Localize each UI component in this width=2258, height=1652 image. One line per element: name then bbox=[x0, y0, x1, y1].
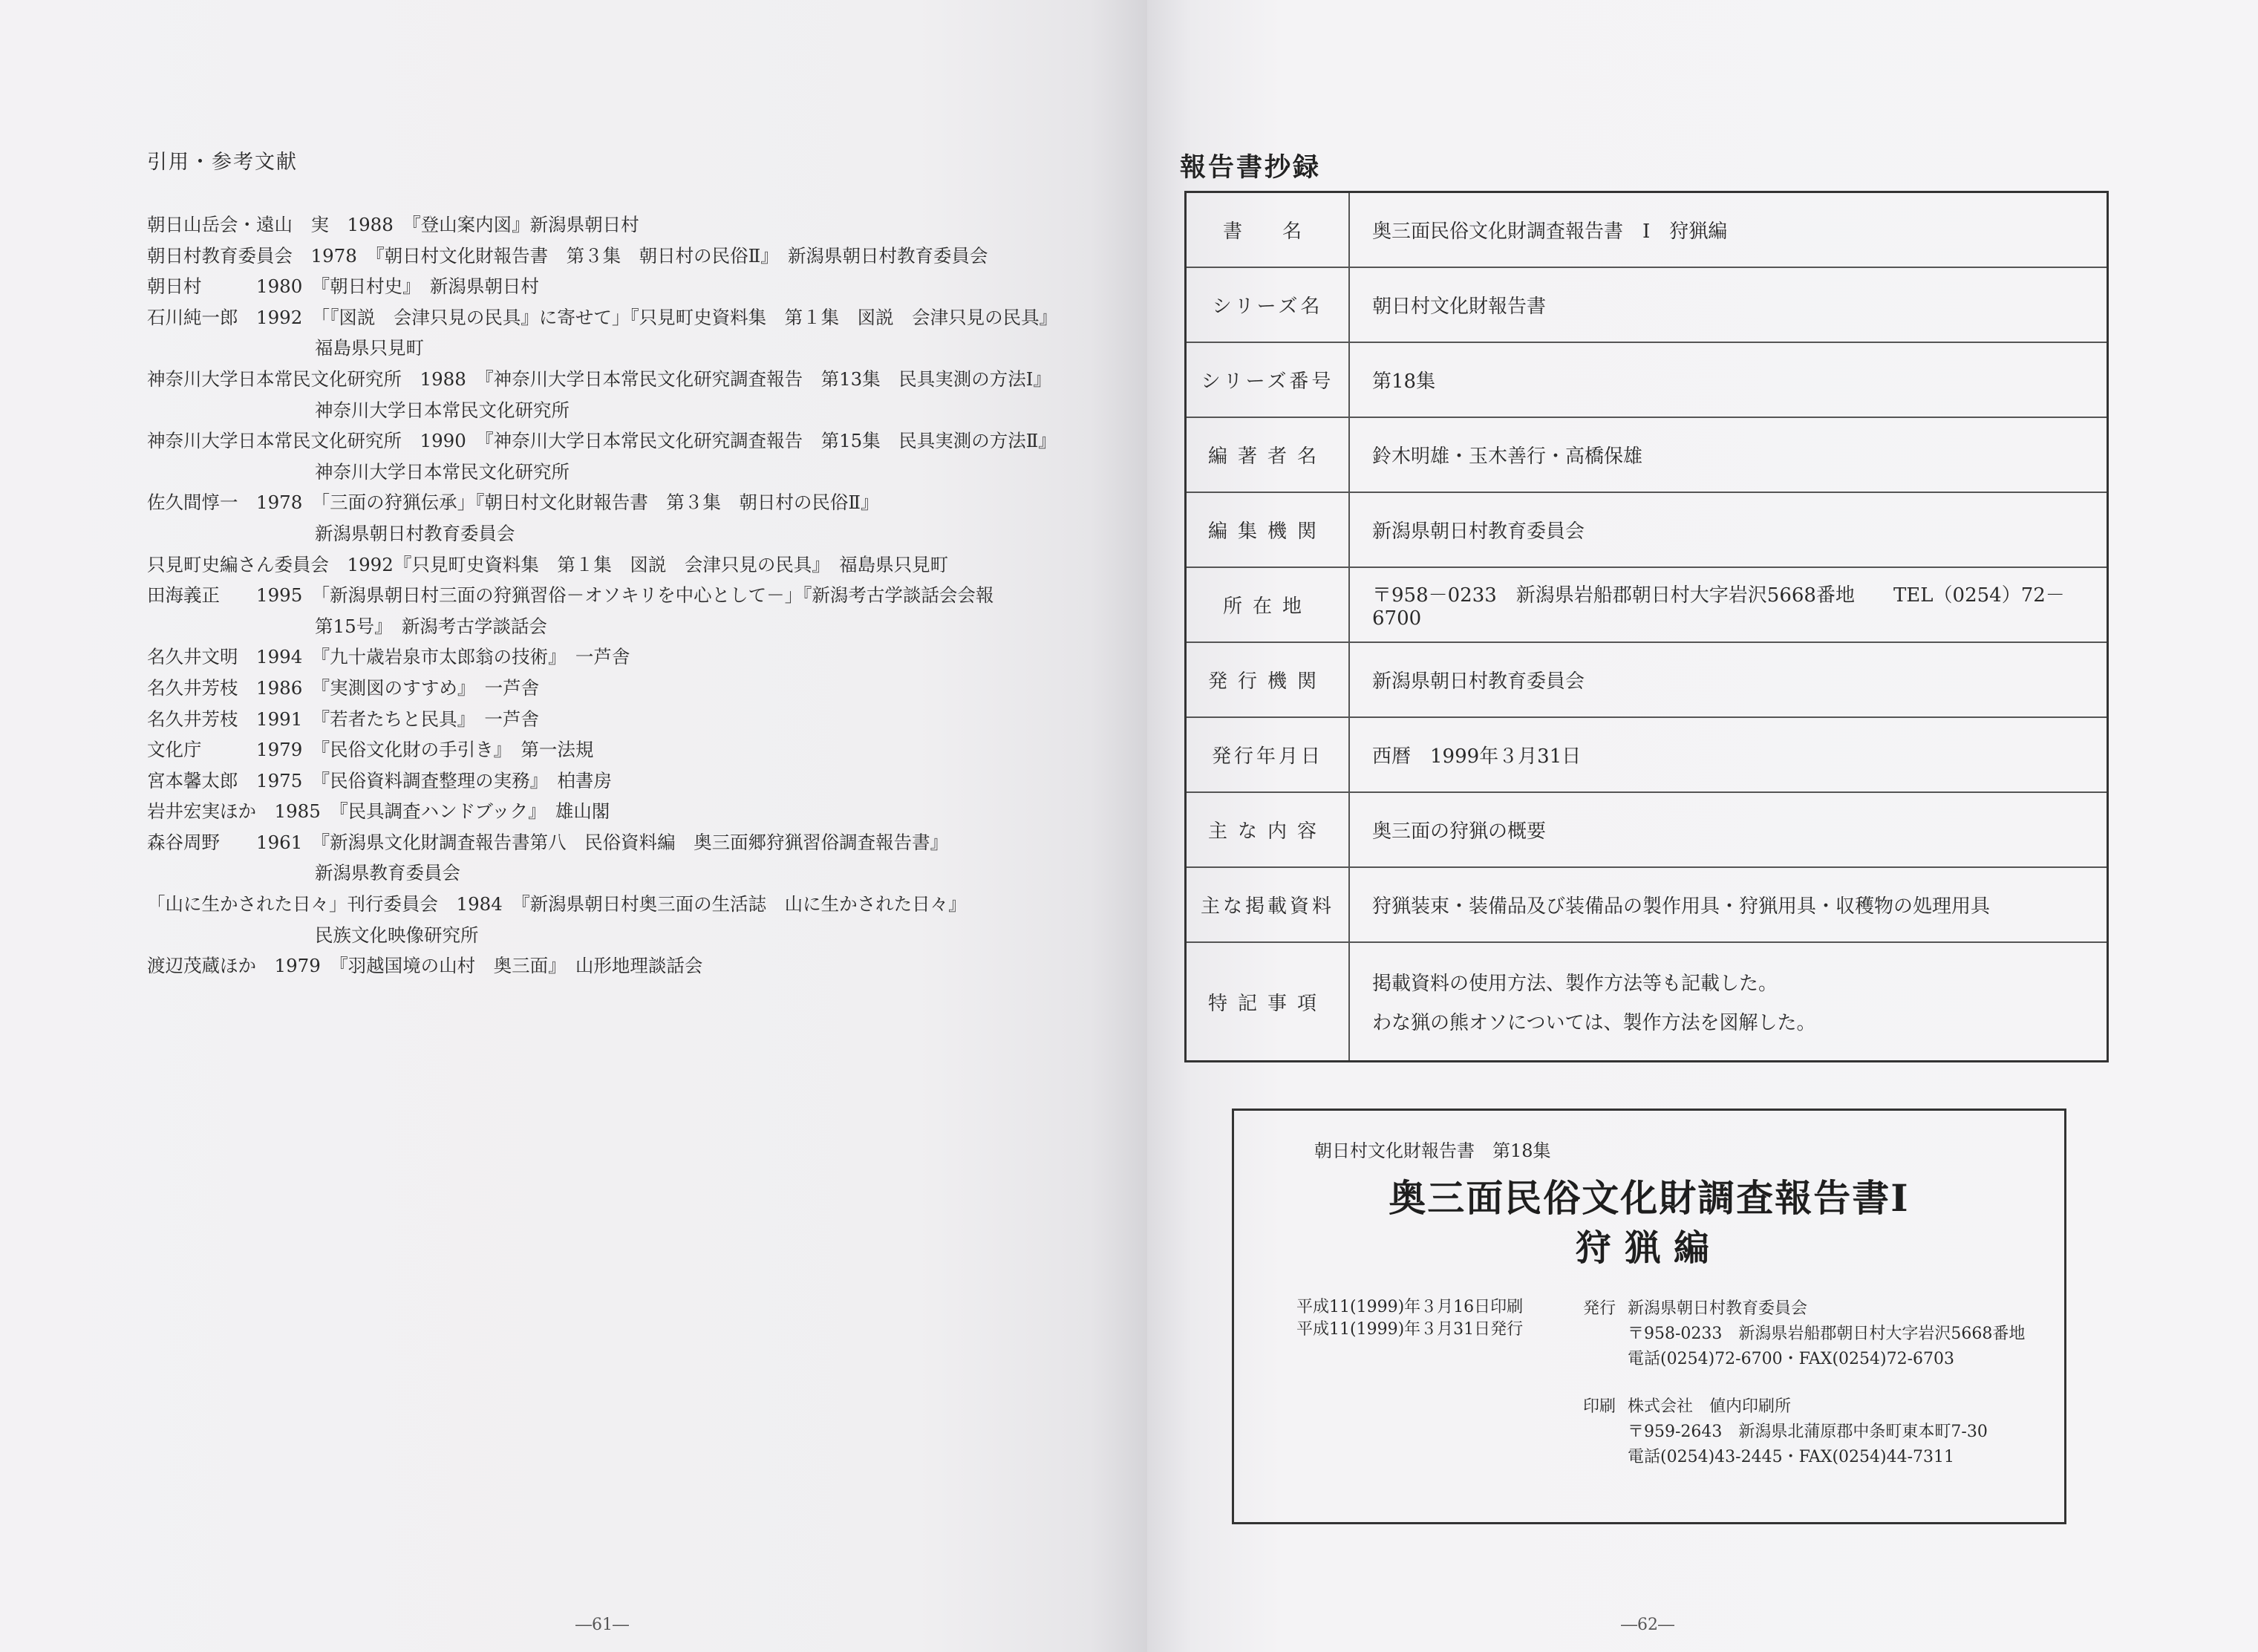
abstract-value: 第18集 bbox=[1349, 342, 2108, 417]
issued-date: 平成11(1999)年３月31日発行 bbox=[1296, 1320, 1524, 1339]
abstract-row bbox=[1186, 492, 2108, 567]
reference-continuation: 福島県只見町 bbox=[315, 337, 424, 359]
reference-entry: 岩井宏実ほか 1985 『民具調査ハンドブック』 雄山閣 bbox=[147, 800, 610, 823]
reference-entry: 朝日村 1980 『朝日村史』 新潟県朝日村 bbox=[147, 275, 539, 298]
reference-continuation: 神奈川大学日本常民文化研究所 bbox=[315, 460, 570, 483]
abstract-row bbox=[1186, 867, 2108, 942]
abstract-label: 編集機関 bbox=[1186, 492, 1350, 567]
special-notes-value bbox=[1349, 942, 2108, 1062]
abstract-value: 〒958－0233 新潟県岩船郡朝日村大字岩沢5668番地 TEL（0254）72－6700 bbox=[1349, 567, 2108, 642]
reference-continuation: 神奈川大学日本常民文化研究所 bbox=[315, 399, 570, 421]
reference-entry: 石川純一郎 1992 「『図説 会津只見の民具』に寄せて」『只見町史資料集 第１集 図説 会津只見の民具』 bbox=[147, 306, 1058, 328]
reference-entry: 文化庁 1979 『民俗文化財の手引き』 第一法規 bbox=[147, 739, 594, 761]
reference-entry: 朝日村教育委員会 1978 『朝日村文化財報告書 第３集 朝日村の民俗Ⅱ』 新潟県朝日村教育委員会 bbox=[147, 244, 988, 267]
abstract-value: 新潟県朝日村教育委員会 bbox=[1349, 492, 2108, 567]
abstract-value: 朝日村文化財報告書 bbox=[1349, 267, 2108, 342]
colophon-dates bbox=[1296, 1296, 1523, 1341]
reference-entry: 名久井芳枝 1991 『若者たちと民具』 一芦舎 bbox=[147, 708, 539, 730]
abstract-value: 奥三面民俗文化財調査報告書 Ⅰ 狩猟編 bbox=[1349, 192, 2108, 268]
colophon-box bbox=[1232, 1109, 2066, 1524]
abstract-row bbox=[1186, 717, 2108, 792]
publisher-tag: 発行 bbox=[1583, 1299, 1616, 1318]
printer-name: 株式会社 値内印刷所 bbox=[1628, 1397, 1792, 1416]
reference-entry: 名久井文明 1994 『九十歳岩泉市太郎翁の技術』 一芦舎 bbox=[147, 646, 630, 668]
printer-phone: 電話(0254)43-2445・FAX(0254)44-7311 bbox=[1628, 1448, 1955, 1466]
abstract-value: 西暦 1999年３月31日 bbox=[1349, 717, 2108, 792]
abstract-value: 鈴木明雄・玉木善行・高橋保雄 bbox=[1349, 417, 2108, 492]
printed-date: 平成11(1999)年３月16日印刷 bbox=[1296, 1298, 1524, 1316]
reference-continuation: 新潟県朝日村教育委員会 bbox=[315, 522, 515, 544]
report-abstract-table bbox=[1184, 191, 2109, 1062]
abstract-row bbox=[1186, 567, 2108, 642]
reference-entry: 森谷周野 1961 『新潟県文化財調査報告書第八 民俗資料編 奥三面郷狩猟習俗調査報告書』 bbox=[147, 831, 949, 853]
reference-continuation: 第15号』 新潟考古学談話会 bbox=[315, 615, 547, 637]
publisher-phone: 電話(0254)72-6700・FAX(0254)72-6703 bbox=[1628, 1350, 1955, 1368]
reference-entry: 只見町史編さん委員会 1992『只見町史資料集 第１集 図説 会津只見の民具』 福島県只見町 bbox=[147, 553, 949, 575]
abstract-row bbox=[1186, 417, 2108, 492]
reference-entry: 宮本馨太郎 1975 『民俗資料調査整理の実務』 柏書房 bbox=[147, 769, 612, 791]
page-number-left: ―61― bbox=[575, 1616, 629, 1634]
page-number-right: ―62― bbox=[1621, 1616, 1674, 1634]
reference-continuation: 民族文化映像研究所 bbox=[315, 924, 479, 946]
colophon-publisher-block bbox=[1583, 1296, 2025, 1470]
special-notes-label: 特記事項 bbox=[1186, 942, 1350, 1062]
references-heading: 引用・参考文献 bbox=[147, 151, 298, 174]
special-note-line: わな猟の熊オソについては、製作方法を図解した。 bbox=[1372, 1012, 1816, 1034]
publisher-address: 〒958-0233 新潟県岩船郡朝日村大字岩沢5668番地 bbox=[1628, 1325, 2026, 1343]
reference-entry: 朝日山岳会・遠山 実 1988 『登山案内図』新潟県朝日村 bbox=[147, 214, 639, 235]
abstract-heading: 報告書抄録 bbox=[1180, 152, 1322, 183]
abstract-value: 奥三面の狩猟の概要 bbox=[1349, 792, 2108, 867]
colophon-subtitle: 狩猟編 bbox=[1575, 1227, 1723, 1269]
colophon-title: 奥三面民俗文化財調査報告書Ⅰ bbox=[1389, 1176, 1910, 1220]
abstract-row bbox=[1186, 267, 2108, 342]
abstract-row bbox=[1186, 642, 2108, 717]
abstract-label: 発行年月日 bbox=[1186, 717, 1350, 792]
abstract-label: シリーズ番号 bbox=[1186, 342, 1350, 417]
special-note-line: 掲載資料の使用方法、製作方法等も記載した。 bbox=[1372, 973, 1778, 995]
abstract-label: 編著者名 bbox=[1186, 417, 1350, 492]
publisher-name: 新潟県朝日村教育委員会 bbox=[1628, 1299, 1808, 1318]
printer-tag: 印刷 bbox=[1583, 1397, 1616, 1416]
colophon-series: 朝日村文化財報告書 第18集 bbox=[1314, 1140, 1551, 1161]
printer-address: 〒959-2643 新潟県北蒲原郡中条町東本町7-30 bbox=[1628, 1423, 1988, 1441]
abstract-label: シリーズ名 bbox=[1186, 267, 1350, 342]
reference-list bbox=[147, 209, 1057, 982]
abstract-value: 狩猟装束・装備品及び装備品の製作用具・狩猟用具・収穫物の処理用具 bbox=[1349, 867, 2108, 942]
reference-entry: 神奈川大学日本常民文化研究所 1990 『神奈川大学日本常民文化研究調査報告 第15集 民具実測の方法Ⅱ』 bbox=[147, 430, 1057, 452]
abstract-value: 新潟県朝日村教育委員会 bbox=[1349, 642, 2108, 717]
reference-entry: 田海義正 1995 「新潟県朝日村三面の狩猟習俗－オソキリを中心として－」『新潟考古学談話会会報 bbox=[147, 584, 994, 607]
abstract-label: 所在地 bbox=[1186, 567, 1350, 642]
abstract-row bbox=[1186, 342, 2108, 417]
reference-entry: 渡辺茂蔵ほか 1979 『羽越国境の山村 奥三面』 山形地理談話会 bbox=[147, 955, 703, 977]
abstract-row bbox=[1186, 792, 2108, 867]
abstract-row bbox=[1186, 192, 2108, 268]
reference-entry: 名久井芳枝 1986 『実測図のすすめ』 一芦舎 bbox=[147, 676, 540, 699]
reference-entry: 「山に生かされた日々」刊行委員会 1984 『新潟県朝日村奥三面の生活誌 山に生かされた日々』 bbox=[147, 893, 967, 915]
abstract-label: 発行機関 bbox=[1186, 642, 1350, 717]
reference-entry: 佐久間惇一 1978 「三面の狩猟伝承」『朝日村文化財報告書 第３集 朝日村の民俗Ⅱ』 bbox=[147, 492, 879, 514]
abstract-label: 書 名 bbox=[1186, 192, 1350, 268]
reference-entry: 神奈川大学日本常民文化研究所 1988 『神奈川大学日本常民文化研究調査報告 第13集 民具実測の方法Ⅰ』 bbox=[147, 368, 1051, 390]
abstract-label: 主な内容 bbox=[1186, 792, 1350, 867]
special-notes-row bbox=[1186, 942, 2108, 1062]
abstract-label: 主な掲載資料 bbox=[1186, 867, 1350, 942]
reference-continuation: 新潟県教育委員会 bbox=[315, 862, 460, 884]
